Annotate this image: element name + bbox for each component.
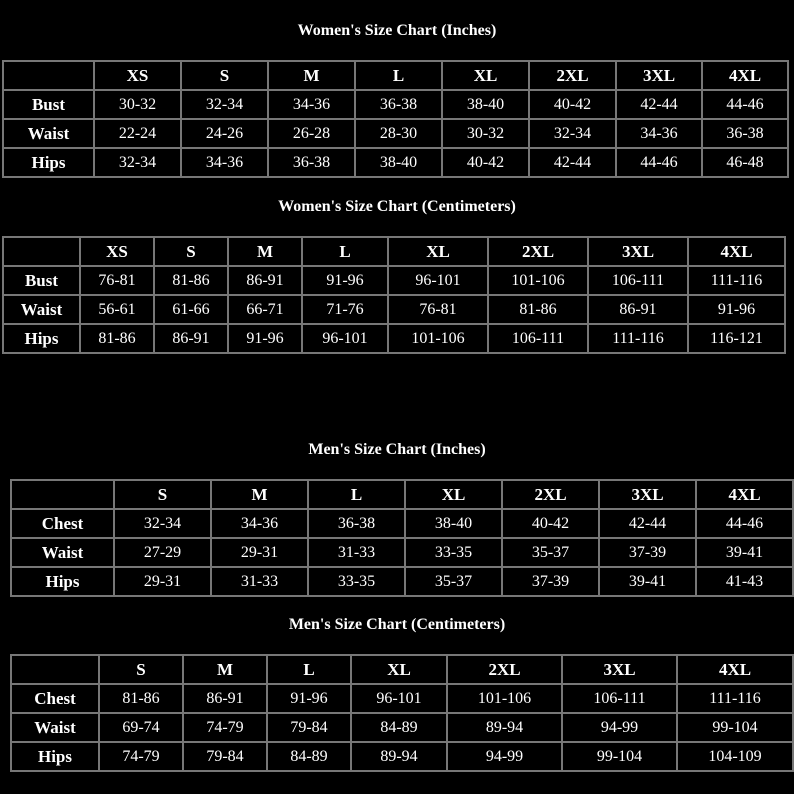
table-cell: 91-96 bbox=[267, 684, 351, 713]
table-cell: 79-84 bbox=[183, 742, 267, 771]
table-cell: 38-40 bbox=[405, 509, 502, 538]
table-row bbox=[11, 684, 793, 713]
table-cell: 32-34 bbox=[94, 148, 181, 177]
size-header: M bbox=[268, 61, 355, 90]
men-cm-table bbox=[10, 654, 794, 772]
table-cell: 84-89 bbox=[351, 713, 447, 742]
size-header: 4XL bbox=[688, 237, 785, 266]
table-cell: 44-46 bbox=[616, 148, 702, 177]
table-cell: 91-96 bbox=[302, 266, 388, 295]
size-header: XS bbox=[94, 61, 181, 90]
table-cell: 40-42 bbox=[442, 148, 529, 177]
size-header: S bbox=[181, 61, 268, 90]
women-inches-table bbox=[2, 60, 789, 178]
table-cell: 29-31 bbox=[114, 567, 211, 596]
row-label: Waist bbox=[3, 119, 94, 148]
row-label: Bust bbox=[3, 266, 80, 295]
table-cell: 86-91 bbox=[183, 684, 267, 713]
table-cell: 116-121 bbox=[688, 324, 785, 353]
table-cell: 36-38 bbox=[308, 509, 405, 538]
table-cell: 27-29 bbox=[114, 538, 211, 567]
row-label: Waist bbox=[11, 713, 99, 742]
table-cell: 34-36 bbox=[211, 509, 308, 538]
table-cell: 111-116 bbox=[677, 684, 793, 713]
table-row bbox=[11, 742, 793, 771]
row-label: Hips bbox=[11, 567, 114, 596]
table-cell: 106-111 bbox=[488, 324, 588, 353]
table-cell: 96-101 bbox=[302, 324, 388, 353]
table-cell: 30-32 bbox=[94, 90, 181, 119]
table-cell: 89-94 bbox=[351, 742, 447, 771]
table-cell: 106-111 bbox=[562, 684, 677, 713]
row-label: Chest bbox=[11, 684, 99, 713]
header-row bbox=[3, 237, 785, 266]
size-header: 2XL bbox=[529, 61, 616, 90]
table-cell: 35-37 bbox=[405, 567, 502, 596]
table-cell: 39-41 bbox=[696, 538, 793, 567]
size-header: 3XL bbox=[599, 480, 696, 509]
table-cell: 46-48 bbox=[702, 148, 788, 177]
size-header: L bbox=[267, 655, 351, 684]
table-cell: 26-28 bbox=[268, 119, 355, 148]
table-cell: 111-116 bbox=[688, 266, 785, 295]
table-cell: 91-96 bbox=[688, 295, 785, 324]
table-row bbox=[11, 567, 793, 596]
table-cell: 66-71 bbox=[228, 295, 302, 324]
table-cell: 38-40 bbox=[355, 148, 442, 177]
table-cell: 34-36 bbox=[268, 90, 355, 119]
table-cell: 61-66 bbox=[154, 295, 228, 324]
size-header: 4XL bbox=[696, 480, 793, 509]
table-cell: 99-104 bbox=[677, 713, 793, 742]
table-cell: 30-32 bbox=[442, 119, 529, 148]
table-cell: 111-116 bbox=[588, 324, 688, 353]
size-header: M bbox=[228, 237, 302, 266]
corner-cell bbox=[3, 237, 80, 266]
table-cell: 94-99 bbox=[562, 713, 677, 742]
row-label: Hips bbox=[3, 324, 80, 353]
table-cell: 99-104 bbox=[562, 742, 677, 771]
table-cell: 104-109 bbox=[677, 742, 793, 771]
table-cell: 101-106 bbox=[447, 684, 562, 713]
table-cell: 36-38 bbox=[268, 148, 355, 177]
table-cell: 69-74 bbox=[99, 713, 183, 742]
men-cm-title: Men's Size Chart (Centimeters) bbox=[288, 616, 506, 633]
table-cell: 44-46 bbox=[696, 509, 793, 538]
men-inches-table bbox=[10, 479, 794, 597]
table-cell: 42-44 bbox=[616, 90, 702, 119]
row-label: Hips bbox=[11, 742, 99, 771]
table-cell: 81-86 bbox=[80, 324, 154, 353]
table-cell: 37-39 bbox=[599, 538, 696, 567]
table-cell: 42-44 bbox=[529, 148, 616, 177]
table-cell: 40-42 bbox=[529, 90, 616, 119]
table-cell: 31-33 bbox=[308, 538, 405, 567]
table-cell: 86-91 bbox=[588, 295, 688, 324]
size-header: 4XL bbox=[677, 655, 793, 684]
table-cell: 41-43 bbox=[696, 567, 793, 596]
table-cell: 32-34 bbox=[529, 119, 616, 148]
table-row bbox=[3, 119, 788, 148]
table-cell: 36-38 bbox=[702, 119, 788, 148]
size-header: XL bbox=[442, 61, 529, 90]
row-label: Waist bbox=[3, 295, 80, 324]
header-row bbox=[3, 61, 788, 90]
size-header: S bbox=[99, 655, 183, 684]
table-row bbox=[3, 295, 785, 324]
table-cell: 101-106 bbox=[488, 266, 588, 295]
women-cm-title: Women's Size Chart (Centimeters) bbox=[278, 198, 516, 215]
row-label: Bust bbox=[3, 90, 94, 119]
table-cell: 34-36 bbox=[616, 119, 702, 148]
table-cell: 24-26 bbox=[181, 119, 268, 148]
table-cell: 34-36 bbox=[181, 148, 268, 177]
table-cell: 76-81 bbox=[388, 295, 488, 324]
size-header: 4XL bbox=[702, 61, 788, 90]
table-cell: 36-38 bbox=[355, 90, 442, 119]
row-label: Chest bbox=[11, 509, 114, 538]
table-cell: 74-79 bbox=[183, 713, 267, 742]
table-cell: 79-84 bbox=[267, 713, 351, 742]
size-header: M bbox=[183, 655, 267, 684]
size-header: S bbox=[154, 237, 228, 266]
table-cell: 81-86 bbox=[99, 684, 183, 713]
table-cell: 32-34 bbox=[181, 90, 268, 119]
table-cell: 40-42 bbox=[502, 509, 599, 538]
corner-cell bbox=[3, 61, 94, 90]
table-cell: 44-46 bbox=[702, 90, 788, 119]
table-cell: 29-31 bbox=[211, 538, 308, 567]
table-cell: 91-96 bbox=[228, 324, 302, 353]
table-cell: 86-91 bbox=[154, 324, 228, 353]
table-cell: 33-35 bbox=[405, 538, 502, 567]
table-cell: 96-101 bbox=[388, 266, 488, 295]
size-header: XS bbox=[80, 237, 154, 266]
table-cell: 89-94 bbox=[447, 713, 562, 742]
size-header: 2XL bbox=[502, 480, 599, 509]
size-header: 2XL bbox=[488, 237, 588, 266]
corner-cell bbox=[11, 480, 114, 509]
table-cell: 101-106 bbox=[388, 324, 488, 353]
table-cell: 81-86 bbox=[154, 266, 228, 295]
table-row bbox=[11, 713, 793, 742]
corner-cell bbox=[11, 655, 99, 684]
table-row bbox=[3, 90, 788, 119]
size-header: L bbox=[302, 237, 388, 266]
table-cell: 37-39 bbox=[502, 567, 599, 596]
table-row bbox=[11, 509, 793, 538]
size-header: 2XL bbox=[447, 655, 562, 684]
size-header: 3XL bbox=[616, 61, 702, 90]
table-cell: 94-99 bbox=[447, 742, 562, 771]
row-label: Hips bbox=[3, 148, 94, 177]
table-cell: 33-35 bbox=[308, 567, 405, 596]
women-inches-title: Women's Size Chart (Inches) bbox=[297, 22, 497, 39]
size-header: XL bbox=[405, 480, 502, 509]
table-cell: 42-44 bbox=[599, 509, 696, 538]
table-cell: 106-111 bbox=[588, 266, 688, 295]
header-row bbox=[11, 655, 793, 684]
table-cell: 32-34 bbox=[114, 509, 211, 538]
table-cell: 28-30 bbox=[355, 119, 442, 148]
table-cell: 84-89 bbox=[267, 742, 351, 771]
size-header: M bbox=[211, 480, 308, 509]
table-cell: 96-101 bbox=[351, 684, 447, 713]
table-cell: 56-61 bbox=[80, 295, 154, 324]
header-row bbox=[11, 480, 793, 509]
size-header: L bbox=[355, 61, 442, 90]
table-cell: 35-37 bbox=[502, 538, 599, 567]
table-cell: 86-91 bbox=[228, 266, 302, 295]
size-header: L bbox=[308, 480, 405, 509]
table-cell: 81-86 bbox=[488, 295, 588, 324]
table-cell: 76-81 bbox=[80, 266, 154, 295]
table-row bbox=[3, 148, 788, 177]
size-header: 3XL bbox=[562, 655, 677, 684]
size-header: S bbox=[114, 480, 211, 509]
table-cell: 39-41 bbox=[599, 567, 696, 596]
table-cell: 31-33 bbox=[211, 567, 308, 596]
table-row bbox=[3, 324, 785, 353]
women-cm-table bbox=[2, 236, 786, 354]
table-cell: 22-24 bbox=[94, 119, 181, 148]
table-row bbox=[3, 266, 785, 295]
table-cell: 71-76 bbox=[302, 295, 388, 324]
size-header: XL bbox=[351, 655, 447, 684]
size-header: 3XL bbox=[588, 237, 688, 266]
size-header: XL bbox=[388, 237, 488, 266]
table-cell: 38-40 bbox=[442, 90, 529, 119]
table-cell: 74-79 bbox=[99, 742, 183, 771]
men-inches-title: Men's Size Chart (Inches) bbox=[308, 441, 486, 458]
table-row bbox=[11, 538, 793, 567]
row-label: Waist bbox=[11, 538, 114, 567]
